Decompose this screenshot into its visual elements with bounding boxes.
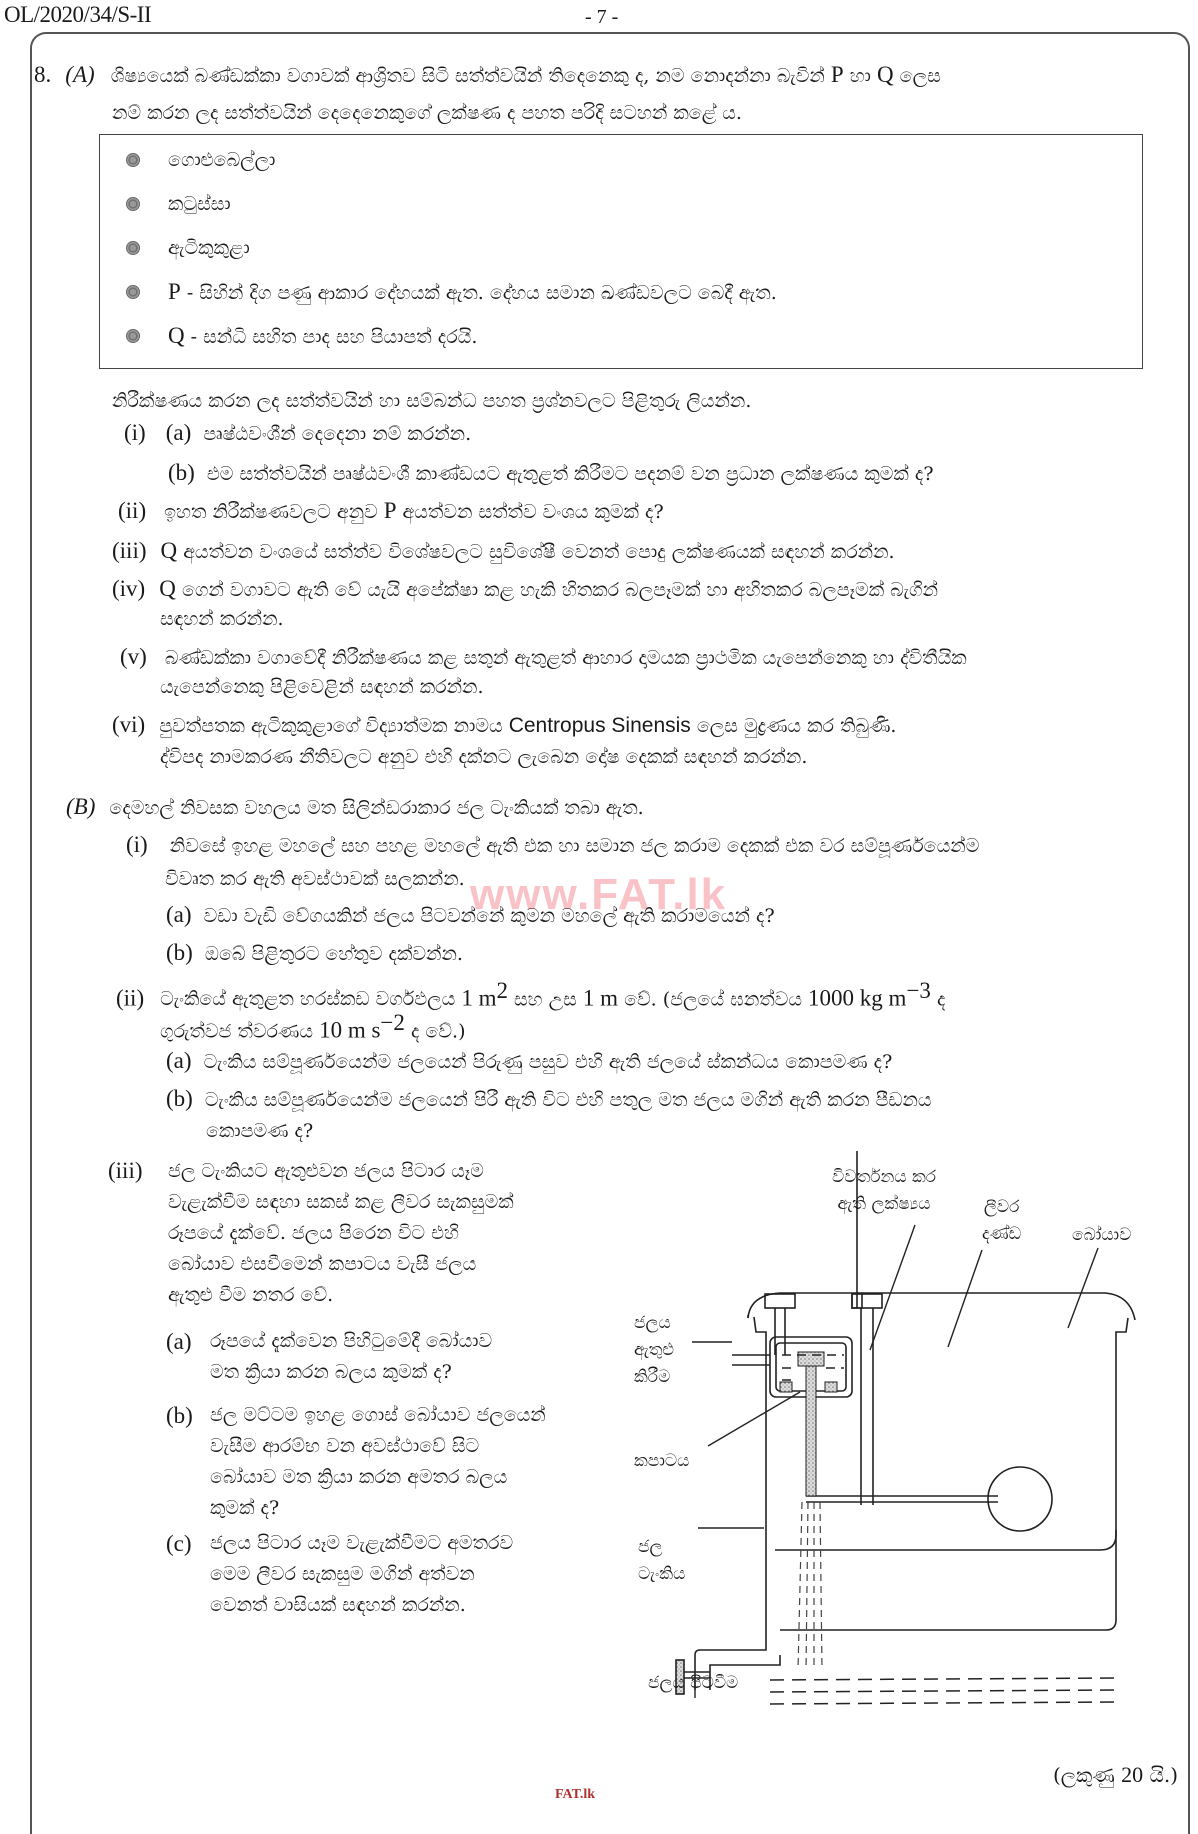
diagram-arrows (620, 1150, 1160, 1710)
part-b-iii-c: (c) ජලය පිටාර යෑම වැළැක්වීමට අමතරව මෙම ලීවර සැකසුම මගින් අත්වන වෙනත් වාසියක් සඳහන් කරන්න. (166, 1531, 514, 1616)
question-8-intro-line2: නම් කරන ලද සත්ත්වයින් දෙදෙනෙකුගේ ලක්ෂණ ද පහත පරිදි සටහන් කළේ ය. (112, 102, 742, 124)
question-8-intro-line1: 8. (A) ශිෂ්‍යයෙක් බණ්ඩක්කා වගාවක් ආශ්‍රිතව සිටි සත්ත්වයින් තිදෙනෙකු ද, නම නොදන්නා බැවින් P හා Q ලෙස (34, 62, 941, 87)
label-water-tank: ජල ටැංකිය (638, 1537, 686, 1584)
label-lever-rod: ලීවර දණ්ඩ (982, 1197, 1022, 1244)
part-b-iii-label: (iii) (108, 1158, 143, 1183)
subquestion-iv: (iv) Q ගෙන් වගාවට ඇති වේ යැයි අපේක්ෂා කළ හැකි හිතකර බලපෑමක් හා අහිතකර බලපෑමක් බැගින් (112, 576, 939, 601)
part-b-iii-a: (a) රූපයේ දැක්වෙන පිහිටුමේදී බෝයාව මත ක්‍රියා කරන බලය කුමක් ද? (166, 1329, 493, 1383)
part-b-i-b: (b) ඔබේ පිළිතුරට හේතුව දක්වන්න. (166, 940, 463, 965)
label-pivot-point: විවර්තනය කර ඇති ලක්ෂ්‍යය (832, 1167, 937, 1214)
part-b-iii-b: (b) ජල මට්ටම ඉහළ ගොස් බෝයාව ජලයෙන් වැසීම ආරම්භ වන අවස්ථාවේ සිට බෝයාව මත ක්‍රියා කරන අමතර බලය කුමක් ද? (166, 1403, 546, 1519)
bullet-icon (126, 329, 140, 343)
question-number: 8. (34, 62, 52, 87)
subquestion-v: (v) බණ්ඩක්කා වගාවේදී නිරීක්ෂණය කළ සතුන් ඇතුළත් ආහාර දාමයක ප්‍රාථමික යැපෙන්නෙකු හා ද්විතීයික (120, 644, 967, 669)
part-b-ii-b-line2: කොපමණ ද? (206, 1120, 314, 1142)
scientific-name: Centropus Sinensis (508, 714, 691, 737)
label-valve: කපාටය (634, 1451, 690, 1471)
label-float: බෝයාව (1072, 1225, 1132, 1245)
subquestion-i-b: (b) එම සත්ත්වයින් පෘෂ්ඨවංශී කාණ්ඩයට ඇතුළත් කිරීමට පදනම් වන ප්‍රධාන ලක්ෂණය කුමක් ද? (168, 460, 934, 485)
bullet-icon (126, 153, 140, 167)
observation-item: Q - සන්ධි සහිත පාද සහ පියාපත් දරයි. (126, 321, 477, 351)
bullet-icon (126, 197, 140, 211)
subquestion-iii: (iii) Q අයත්වන වංශයේ සත්ත්ව විශේෂවලට සුවිශේෂී වෙනත් පොදු ලක්ෂණයක් සඳහන් කරන්න. (112, 538, 895, 563)
lever-tank-diagram (620, 1150, 1160, 1710)
observation-item: කටුස්සා (126, 189, 231, 219)
footer-logo: FAT.lk (555, 1787, 596, 1802)
label-water-outlet: ජලය පිටවීම (648, 1673, 739, 1693)
instruction-text: නිරීක්ෂණය කරන ලද සත්ත්වයින් හා සම්බන්ධ පහත ප්‍රශ්නවලට පිළිතුරු ලියන්න. (112, 390, 752, 412)
observation-item: ගොළුබෙල්ලා (126, 145, 275, 175)
watermark: www.FAT.lk (470, 870, 728, 919)
part-b-i-a: (a) වඩා වැඩි වේගයකින් ජලය පිටවන්නේ කුමන මහලේ ඇති කරාමයෙන් ද? (166, 902, 775, 927)
part-b-ii-a: (a) ටැංකිය සම්පූර්ණයෙන්ම ජලයෙන් පිරුණු පසුව එහි ඇති ජලයේ ස්කන්ධය කොපමණ ද? (166, 1048, 893, 1073)
part-b-intro: (B) දෙමහල් නිවසක වහලය මත සිලින්ඩරාකාර ජල ටැංකියක් තබා ඇත. (66, 794, 644, 819)
part-b-ii-line2: ගුරුත්වජ ත්වරණය 10 m $s^{-2}$ ද වේ.) (160, 1010, 466, 1043)
marks-label: (ලකුණු 20 යි.) (1052, 1762, 1178, 1787)
observation-item: ඇටිකුකුළා (126, 233, 250, 263)
observation-item: P - සිහින් දිග පණු ආකාර දේහයක් ඇත. දේහය සමාන ඛණ්ඩවලට බෙදී ඇත. (126, 277, 777, 307)
subquestion-iv-line2: සඳහන් කරන්න. (160, 608, 284, 630)
subquestion-vi: (vi) පුවත්පතක ඇටිකුකුළාගේ විද්‍යාත්මක නාමය Centropus Sinensis ලෙස මුද්‍රණය කර තිබුණි. (112, 712, 897, 737)
subquestion-ii: (ii) ඉහත නිරීක්ෂණවලට අනුව P අයත්වන සත්ත්ව වංශය කුමක් ද? (118, 498, 664, 523)
subquestion-v-line2: යැපෙන්නෙකු පිළිවෙළින් සඳහන් කරන්න. (160, 676, 484, 698)
part-a-label: (A) (65, 62, 95, 87)
subquestion-i-a: (i) (a) පෘෂ්ඨවංශීන් දෙදෙනා නම් කරන්න. (124, 420, 472, 445)
part-b-ii: (ii) ටැංකියේ ඇතුළත හරස්කඩ වර්ගඵලය 1 $m^2$ සහ උස 1 m වේ. (ජලයේ ඝනත්වය 1000 kg $m^{-3}$ ද (116, 978, 946, 1011)
bullet-icon (126, 285, 140, 299)
paper-code: OL/2020/34/S-II (4, 2, 152, 27)
part-b-i: (i) නිවසේ ඉහළ මහලේ සහ පහළ මහලේ ඇති එක හා සමාන ජල කරාම දෙකක් එක වර සම්පූර්ණයෙන්ම (126, 832, 980, 857)
part-b-ii-b: (b) ටැංකිය සම්පූර්ණයෙන්ම ජලයෙන් පිරී ඇති විට එහි පතුල මත ජලය මගින් ඇති කරන පීඩනය (166, 1086, 932, 1111)
subquestion-vi-line2: ද්විපද නාමකරණ නීතිවලට අනුව එහි දක්නට ලැබෙන දෝෂ දෙකක් සඳහන් කරන්න. (160, 746, 808, 768)
part-b-iii-text: ජල ටැංකියට ඇතුළුවන ජලය පිටාර යෑම වැළැක්වීම සඳහා සකස් කළ ලීවර සැකසුමක් රූපයේ දැක්වේ. ජලය පිරෙන විට එහි බෝයාව එසවීමෙන් කපාටය වැසී ජලය ඇතුළු වීම නතර වේ. (168, 1160, 514, 1306)
bullet-icon (126, 241, 140, 255)
page-number: - 7 - (585, 6, 619, 28)
part-b-i-line2: විවෘත කර ඇති අවස්ථාවක් සලකන්න. (165, 868, 465, 890)
part-b-label: (B) (66, 794, 96, 819)
label-water-inlet: ජලය ඇතුළු කිරීම (634, 1313, 675, 1387)
